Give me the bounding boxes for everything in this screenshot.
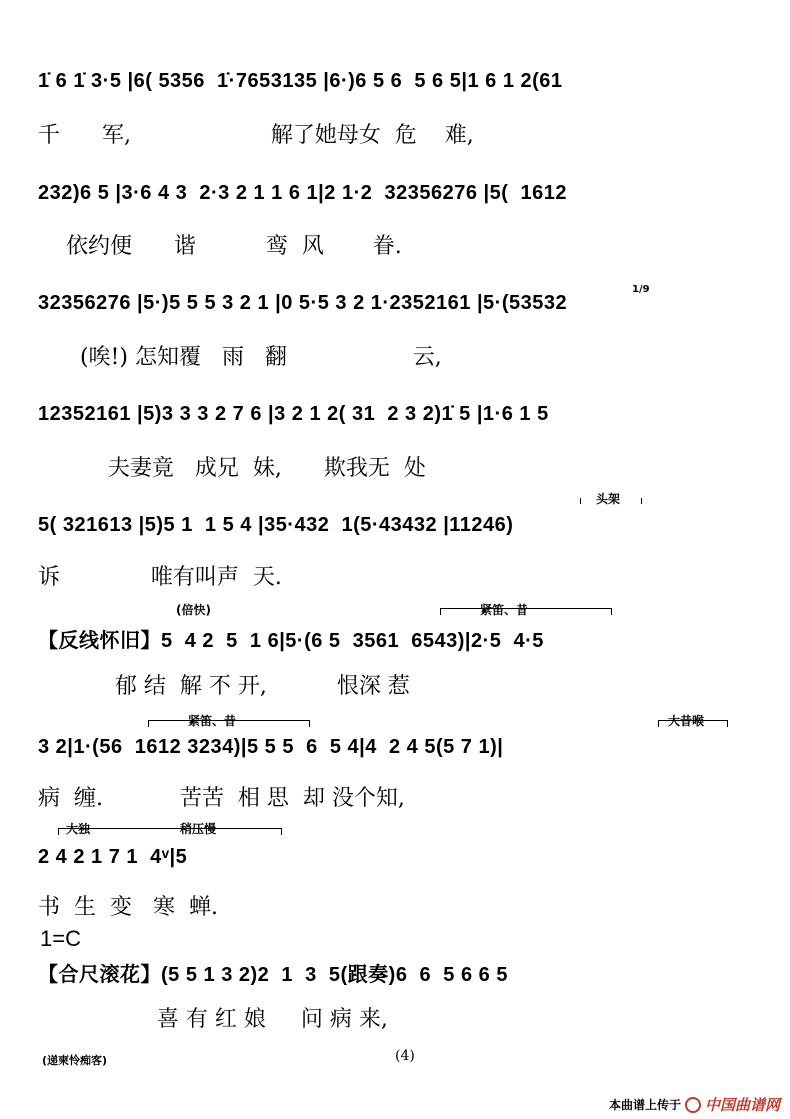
notation-row-8: 2 4 2 1 7 1 4ᵛ|5	[38, 846, 188, 868]
da-xi-hou-bracket	[658, 720, 728, 727]
notation-row-3: 32356276 |5·)5 5 5 3 2 1 |0 5·5 3 2 1·2352161 |5·(53532	[38, 292, 568, 314]
lyrics-row-4: 夫妻竟 成兄 妹, 欺我无 处	[38, 456, 426, 481]
notation-row-4: 12352161 |5)3 3 3 2 7 6 |3 2 1 2( 31 2 3 2)1̇ 5 |1·6 1 5	[38, 403, 549, 425]
notation-row-6: 【反线怀旧】5 4 2 5 1 6|5·(6 5 3561 6543)|2·5 4·5	[38, 630, 544, 652]
upload-credit	[609, 1094, 780, 1115]
da-xi-hou-mark: 大昔喉	[668, 714, 705, 728]
jin-di-mark-1: 紧笛、昔	[480, 603, 529, 617]
notation-row-2: 232)6 5 |3·6 4 3 2·3 2 1 1 6 1|2 1·2 32356276 |5( 1612	[38, 182, 567, 204]
page-number: (4)	[395, 1048, 415, 1064]
tou-jia-mark: 头架	[596, 492, 621, 506]
notation-row-1: 1̇ 6 1̇ 3·5 |6( 5356 1̇·7653135 |6·)6 5 6 5 6 5|1 6 1 2(61	[38, 70, 563, 92]
upload-text: 本曲谱上传于	[608, 1098, 681, 1112]
bei-kuai-mark: (倍快)	[176, 603, 211, 617]
lyrics-row-6: 郁 结 解 不 开, 恨深 惹	[38, 674, 410, 699]
lyrics-row-9: 喜 有 红 娘 问 病 来,	[38, 1007, 388, 1032]
lyrics-row-2: 依约便 谐 鸾 风 眷.	[38, 234, 402, 259]
lyrics-row-5: 诉 唯有叫声 天.	[38, 565, 282, 590]
site-name: 中国曲谱网	[704, 1096, 780, 1114]
lyrics-row-1: 千 军, 解了她母女 危 难,	[38, 123, 474, 148]
lyrics-row-8: 书 生 变 寒 蝉.	[38, 895, 218, 920]
da-du-bracket	[58, 828, 282, 835]
notation-row-5: 5( 321613 |5)5 1 1 5 4 |35·432 1(5·43432 |11246)	[38, 514, 514, 536]
song-title-footer: (递柬怜痴客)	[42, 1054, 108, 1067]
key-signature: 1=C	[40, 926, 81, 951]
breath-mark: 1/9	[632, 284, 650, 295]
notation-row-7: 3 2|1·(56 1612 3234)|5 5 5 6 5 4|4 2 4 5(5 7 1)|	[38, 736, 504, 758]
tou-jia-bracket	[580, 498, 642, 504]
da-du-mark: 大独	[66, 822, 91, 836]
lyrics-row-3: (唉!) 怎知覆 雨 翻 云,	[38, 345, 442, 370]
jin-di-bracket-1	[440, 608, 612, 615]
site-logo-icon	[685, 1097, 701, 1113]
notation-row-9: 【合尺滚花】(5 5 1 3 2)2 1 3 5(跟奏)6 6 5 6 6 5	[38, 964, 508, 986]
shao-ya-man-mark: 稍压慢	[180, 822, 217, 836]
jin-di-mark-2: 紧笛、昔	[188, 714, 237, 728]
lyrics-row-7: 病 缠. 苦苦 相 思 却 没个知,	[38, 786, 405, 811]
jin-di-bracket-2	[148, 720, 310, 727]
